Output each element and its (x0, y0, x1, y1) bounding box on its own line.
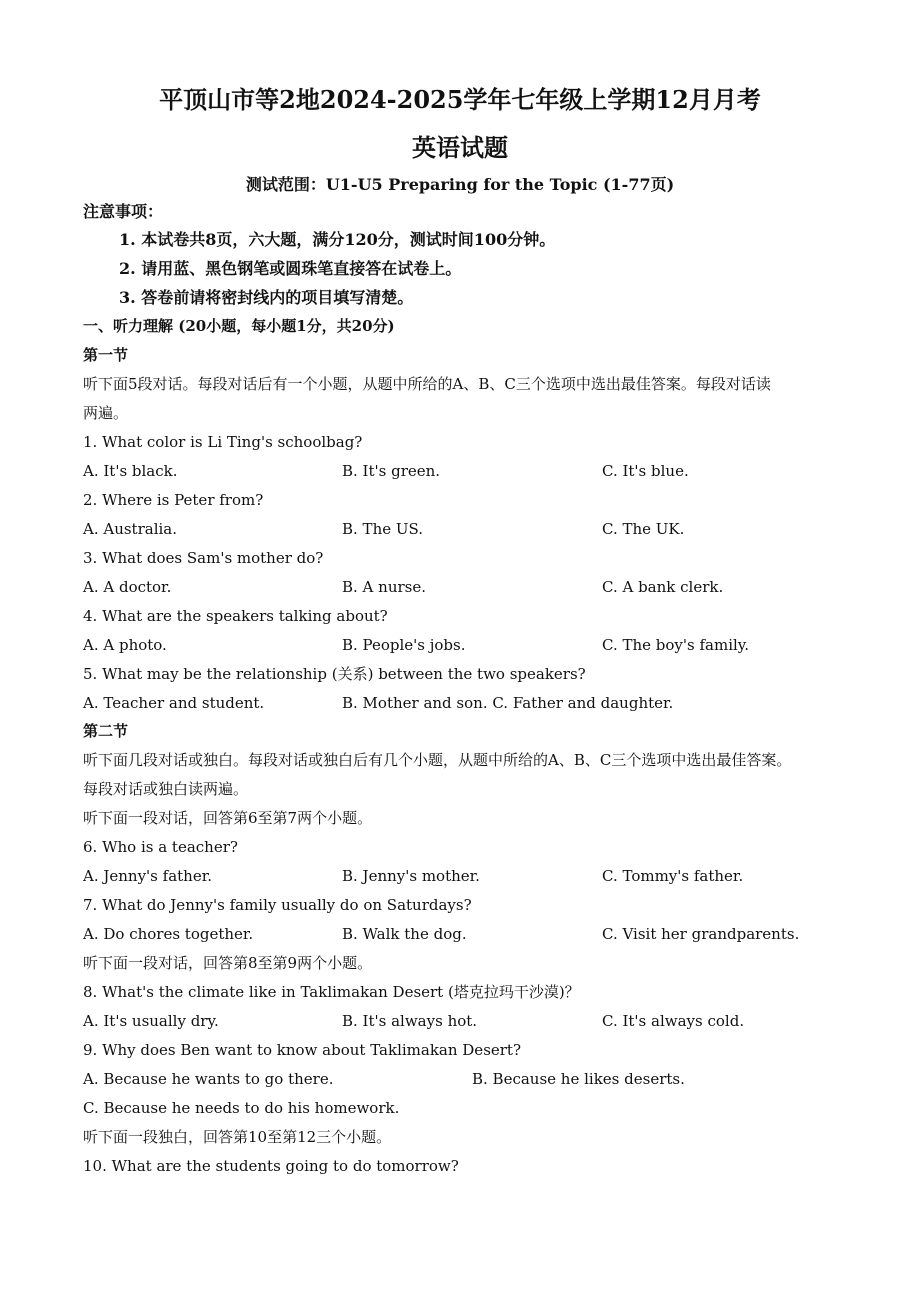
question-1: 1. What color is Li Ting's schoolbag? (83, 433, 363, 451)
notes-heading: 注意事项： (83, 202, 164, 221)
option-b-c: B. Mother and son. C. Father and daughter. (342, 694, 674, 712)
option-a: A. A photo. (83, 636, 167, 654)
option-c: C. Visit her grandparents. (602, 925, 800, 943)
section1-instruction: 听下面5段对话。每段对话后有一个小题，从题中所给的A、B、C三个选项中选出最佳答案。每段对话读 (83, 375, 771, 393)
option-c: C. Tommy's father. (602, 867, 744, 885)
question-4: 4. What are the speakers talking about? (83, 607, 388, 625)
section2-heading: 第二节 (83, 722, 129, 740)
notes-item: 3. 答卷前请将密封线内的项目填写清楚。 (119, 288, 414, 307)
section1-heading: 第一节 (83, 346, 129, 364)
dialogue-cue: 听下面一段对话，回答第8至第9两个小题。 (83, 954, 373, 972)
part1-heading: 一、听力理解 (20小题，每小题1分，共20分) (83, 317, 395, 335)
option-c: C. A bank clerk. (602, 578, 724, 596)
option-b: B. It's always hot. (342, 1012, 478, 1030)
option-a: A. Australia. (83, 520, 178, 538)
question-10: 10. What are the students going to do tomorrow? (83, 1157, 459, 1175)
question-9: 9. Why does Ben want to know about Taklimakan Desert? (83, 1041, 522, 1059)
option-b: B. People's jobs. (342, 636, 466, 654)
question-3: 3. What does Sam's mother do? (83, 549, 324, 567)
option-a: A. It's usually dry. (83, 1012, 219, 1030)
option-a: A. Do chores together. (83, 925, 254, 943)
exam-subtitle: 英语试题 (412, 133, 508, 162)
option-a: A. Because he wants to go there. (83, 1070, 334, 1088)
question-2: 2. Where is Peter from? (83, 491, 264, 509)
option-a: A. A doctor. (83, 578, 172, 596)
notes-item: 1. 本试卷共8页，六大题，满分120分，测试时间100分钟。 (119, 230, 556, 249)
option-b: B. Jenny's mother. (342, 867, 480, 885)
section1-instruction-cont: 两遍。 (83, 404, 129, 422)
option-c: C. The boy's family. (602, 636, 750, 654)
option-b: B. A nurse. (342, 578, 426, 596)
question-8: 8. What's the climate like in Taklimakan Desert (塔克拉玛干沙漠)？ (83, 983, 580, 1001)
notes-item: 2. 请用蓝、黑色钢笔或圆珠笔直接答在试卷上。 (119, 259, 462, 278)
question-6: 6. Who is a teacher? (83, 838, 238, 856)
option-a: A. Jenny's father. (83, 867, 212, 885)
monologue-cue: 听下面一段独白，回答第10至第12三个小题。 (83, 1128, 392, 1146)
section2-instruction-cont: 每段对话或独白读两遍。 (83, 780, 249, 798)
question-5: 5. What may be the relationship (关系) between the two speakers? (83, 665, 586, 683)
option-a: A. Teacher and student. (83, 694, 265, 712)
test-scope: 测试范围：U1-U5 Preparing for the Topic (1-77页) (245, 175, 675, 194)
option-c: C. It's blue. (602, 462, 689, 480)
option-c: C. Because he needs to do his homework. (83, 1099, 400, 1117)
option-a: A. It's black. (83, 462, 178, 480)
option-c: C. The UK. (602, 520, 685, 538)
option-c: C. It's always cold. (602, 1012, 745, 1030)
section2-instruction: 听下面几段对话或独白。每段对话或独白后有几个小题，从题中所给的A、B、C三个选项中选出最佳答案。 (83, 751, 792, 769)
exam-title: 平顶山市等2地2024-2025学年七年级上学期12月月考 (159, 85, 761, 114)
option-b: B. Walk the dog. (342, 925, 467, 943)
option-b: B. It's green. (342, 462, 441, 480)
option-b: B. Because he likes deserts. (472, 1070, 685, 1088)
option-b: B. The US. (342, 520, 424, 538)
question-7: 7. What do Jenny's family usually do on Saturdays? (83, 896, 472, 914)
dialogue-cue: 听下面一段对话，回答第6至第7两个小题。 (83, 809, 373, 827)
